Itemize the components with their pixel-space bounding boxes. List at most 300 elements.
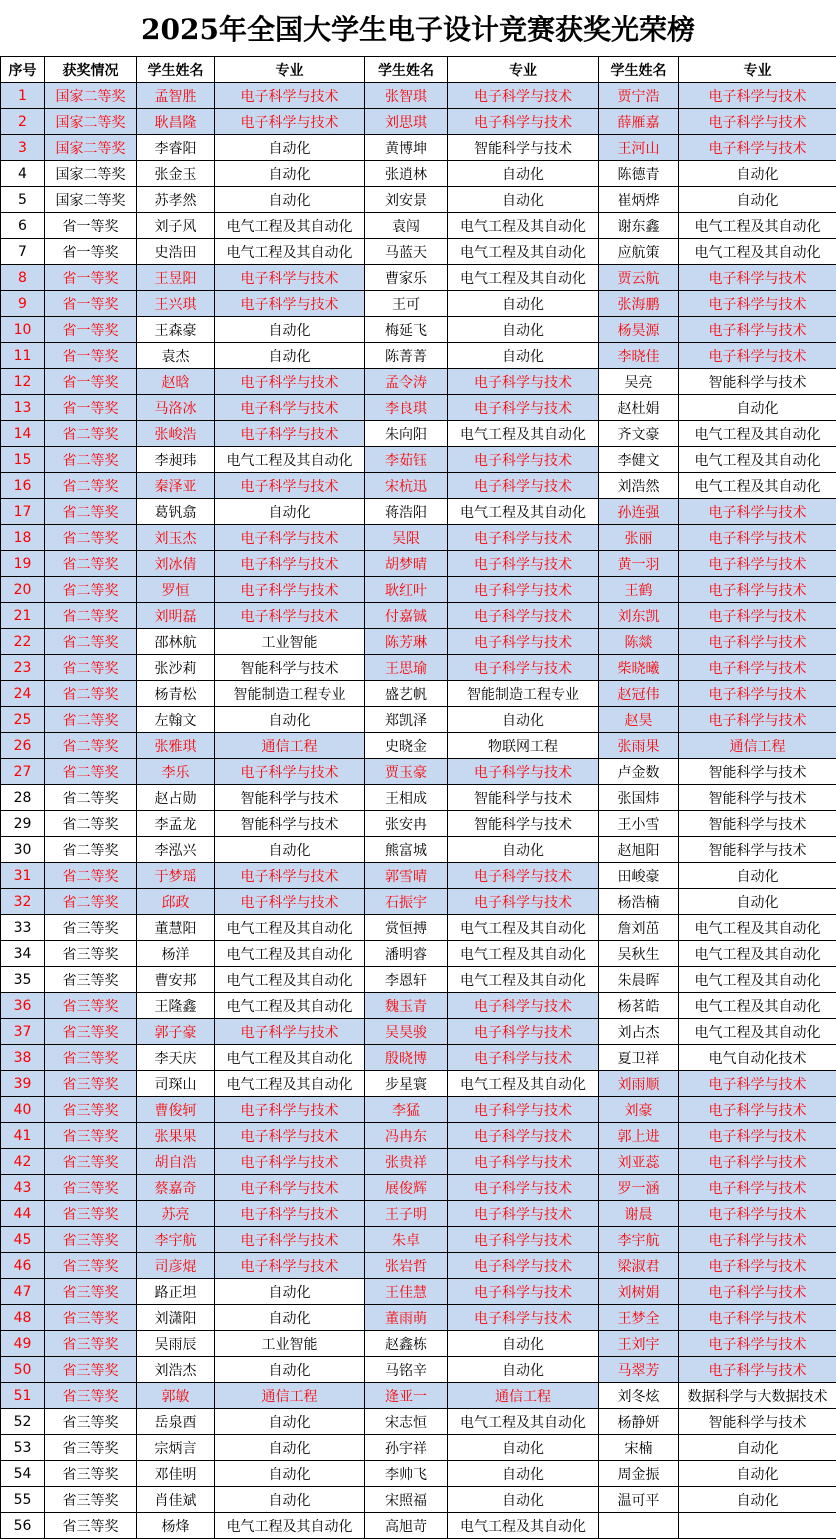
major-cell: 智能科学与技术 <box>215 655 365 681</box>
major-cell: 通信工程 <box>448 1383 599 1409</box>
major-cell: 电气工程及其自动化 <box>215 941 365 967</box>
student-name-cell: 李乐 <box>137 759 215 785</box>
student-name-cell: 马翠芳 <box>599 1357 679 1383</box>
student-name-cell: 刘东凯 <box>599 603 679 629</box>
student-name-cell: 熊富城 <box>365 837 448 863</box>
student-name-cell: 苏孝然 <box>137 187 215 213</box>
index-cell: 19 <box>1 551 45 577</box>
table-row <box>1 135 836 161</box>
student-name-cell: 黄博坤 <box>365 135 448 161</box>
student-name-cell: 刘豪 <box>599 1097 679 1123</box>
major-cell: 电子科学与技术 <box>448 629 599 655</box>
award-cell: 省三等奖 <box>45 1019 137 1045</box>
student-name-cell: 郭子豪 <box>137 1019 215 1045</box>
major-cell: 智能科学与技术 <box>215 811 365 837</box>
index-cell: 20 <box>1 577 45 603</box>
major-cell: 电子科学与技术 <box>679 83 836 109</box>
student-name-cell: 刘浩然 <box>599 473 679 499</box>
award-cell: 国家二等奖 <box>45 135 137 161</box>
major-cell: 电子科学与技术 <box>679 707 836 733</box>
major-cell: 电气工程及其自动化 <box>448 239 599 265</box>
header-student-1: 学生姓名 <box>137 57 215 83</box>
student-name-cell: 路正坦 <box>137 1279 215 1305</box>
award-cell: 省三等奖 <box>45 1357 137 1383</box>
student-name-cell: 赵昊 <box>599 707 679 733</box>
student-name-cell: 梅延飞 <box>365 317 448 343</box>
major-cell: 自动化 <box>679 187 836 213</box>
index-cell: 40 <box>1 1097 45 1123</box>
major-cell: 电子科学与技术 <box>679 1279 836 1305</box>
major-cell: 智能科学与技术 <box>679 837 836 863</box>
major-cell: 自动化 <box>448 707 599 733</box>
major-cell: 电子科学与技术 <box>448 1253 599 1279</box>
major-cell: 电子科学与技术 <box>679 1071 836 1097</box>
student-name-cell: 赏恒搏 <box>365 915 448 941</box>
major-cell: 自动化 <box>215 187 365 213</box>
major-cell: 自动化 <box>215 1461 365 1487</box>
major-cell: 电子科学与技术 <box>679 1331 836 1357</box>
index-cell: 26 <box>1 733 45 759</box>
student-name-cell: 曹安邦 <box>137 967 215 993</box>
major-cell: 电子科学与技术 <box>215 1097 365 1123</box>
student-name-cell: 魏玉青 <box>365 993 448 1019</box>
major-cell: 电子科学与技术 <box>448 83 599 109</box>
major-cell: 电子科学与技术 <box>679 1227 836 1253</box>
index-cell: 49 <box>1 1331 45 1357</box>
major-cell: 电气工程及其自动化 <box>215 447 365 473</box>
major-cell: 电子科学与技术 <box>448 577 599 603</box>
index-cell: 11 <box>1 343 45 369</box>
table-row <box>1 187 836 213</box>
major-cell: 自动化 <box>215 1305 365 1331</box>
student-name-cell: 董雨萌 <box>365 1305 448 1331</box>
student-name-cell: 刘思琪 <box>365 109 448 135</box>
award-cell: 省二等奖 <box>45 499 137 525</box>
major-cell: 电子科学与技术 <box>679 135 836 161</box>
index-cell: 28 <box>1 785 45 811</box>
index-cell: 36 <box>1 993 45 1019</box>
index-cell: 29 <box>1 811 45 837</box>
student-name-cell: 黄一羽 <box>599 551 679 577</box>
student-name-cell: 王可 <box>365 291 448 317</box>
award-cell: 省三等奖 <box>45 1097 137 1123</box>
major-cell: 电子科学与技术 <box>448 759 599 785</box>
award-cell: 省一等奖 <box>45 265 137 291</box>
student-name-cell: 贾玉豪 <box>365 759 448 785</box>
index-cell: 25 <box>1 707 45 733</box>
award-cell: 省三等奖 <box>45 967 137 993</box>
student-name-cell: 刘安景 <box>365 187 448 213</box>
student-name-cell: 李猛 <box>365 1097 448 1123</box>
student-name-cell: 崔炳烨 <box>599 187 679 213</box>
student-name-cell: 谢东鑫 <box>599 213 679 239</box>
student-name-cell: 朱卓 <box>365 1227 448 1253</box>
table-row <box>1 1513 836 1539</box>
table-row <box>1 1045 836 1071</box>
major-cell: 自动化 <box>448 1331 599 1357</box>
major-cell: 自动化 <box>448 837 599 863</box>
award-cell: 省一等奖 <box>45 317 137 343</box>
major-cell: 自动化 <box>679 1435 836 1461</box>
student-name-cell: 刘占杰 <box>599 1019 679 1045</box>
student-name-cell: 曹俊轲 <box>137 1097 215 1123</box>
student-name-cell: 田峻豪 <box>599 863 679 889</box>
table-row <box>1 499 836 525</box>
student-name-cell: 杨浩楠 <box>599 889 679 915</box>
major-cell: 电子科学与技术 <box>215 369 365 395</box>
award-cell: 省三等奖 <box>45 1435 137 1461</box>
major-cell: 自动化 <box>448 1435 599 1461</box>
award-cell: 省二等奖 <box>45 525 137 551</box>
header-student-2: 学生姓名 <box>365 57 448 83</box>
award-cell: 省一等奖 <box>45 213 137 239</box>
index-cell: 10 <box>1 317 45 343</box>
table-row <box>1 369 836 395</box>
student-name-cell: 张贵祥 <box>365 1149 448 1175</box>
table-row <box>1 1149 836 1175</box>
student-name-cell: 李孟龙 <box>137 811 215 837</box>
major-cell: 电子科学与技术 <box>215 525 365 551</box>
student-name-cell: 杨青松 <box>137 681 215 707</box>
major-cell: 电子科学与技术 <box>448 1279 599 1305</box>
student-name-cell: 潘明睿 <box>365 941 448 967</box>
index-cell: 31 <box>1 863 45 889</box>
index-cell: 38 <box>1 1045 45 1071</box>
student-name-cell: 张岩哲 <box>365 1253 448 1279</box>
student-name-cell: 罗恒 <box>137 577 215 603</box>
student-name-cell: 张国炜 <box>599 785 679 811</box>
award-cell: 省二等奖 <box>45 707 137 733</box>
table-row <box>1 395 836 421</box>
student-name-cell: 刘浩杰 <box>137 1357 215 1383</box>
table-row <box>1 1227 836 1253</box>
index-cell: 46 <box>1 1253 45 1279</box>
major-cell: 电子科学与技术 <box>448 603 599 629</box>
major-cell: 电子科学与技术 <box>215 1149 365 1175</box>
major-cell: 智能科学与技术 <box>448 811 599 837</box>
student-name-cell: 李天庆 <box>137 1045 215 1071</box>
award-cell: 省二等奖 <box>45 655 137 681</box>
award-cell: 省二等奖 <box>45 811 137 837</box>
award-cell: 国家二等奖 <box>45 83 137 109</box>
major-cell: 电子科学与技术 <box>448 395 599 421</box>
major-cell: 智能科学与技术 <box>448 785 599 811</box>
major-cell: 电子科学与技术 <box>448 1149 599 1175</box>
index-cell: 16 <box>1 473 45 499</box>
award-cell: 省二等奖 <box>45 681 137 707</box>
award-cell: 省一等奖 <box>45 291 137 317</box>
student-name-cell: 朱晨晖 <box>599 967 679 993</box>
award-table <box>0 56 836 1539</box>
table-row <box>1 603 836 629</box>
student-name-cell: 蔡嘉奇 <box>137 1175 215 1201</box>
major-cell: 电气工程及其自动化 <box>448 1409 599 1435</box>
table-row <box>1 655 836 681</box>
table-row <box>1 1461 836 1487</box>
table-row <box>1 1097 836 1123</box>
index-cell: 42 <box>1 1149 45 1175</box>
table-row <box>1 1253 836 1279</box>
student-name-cell: 刘树娟 <box>599 1279 679 1305</box>
student-name-cell: 李晓佳 <box>599 343 679 369</box>
student-name-cell: 李茹钰 <box>365 447 448 473</box>
major-cell: 电子科学与技术 <box>215 1253 365 1279</box>
major-cell: 自动化 <box>215 1357 365 1383</box>
student-name-cell <box>599 1513 679 1539</box>
student-name-cell: 吴昊骏 <box>365 1019 448 1045</box>
student-name-cell: 史浩田 <box>137 239 215 265</box>
major-cell: 自动化 <box>448 161 599 187</box>
major-cell: 智能科学与技术 <box>679 759 836 785</box>
student-name-cell: 展俊辉 <box>365 1175 448 1201</box>
index-cell: 1 <box>1 83 45 109</box>
header-major-3: 专业 <box>679 57 836 83</box>
major-cell: 电子科学与技术 <box>679 603 836 629</box>
index-cell: 22 <box>1 629 45 655</box>
student-name-cell: 赵鑫栋 <box>365 1331 448 1357</box>
major-cell: 电子科学与技术 <box>215 551 365 577</box>
table-row <box>1 577 836 603</box>
index-cell: 14 <box>1 421 45 447</box>
award-cell: 省二等奖 <box>45 733 137 759</box>
student-name-cell: 张安冉 <box>365 811 448 837</box>
table-row <box>1 291 836 317</box>
table-row <box>1 681 836 707</box>
major-cell <box>679 1513 836 1539</box>
major-cell: 电子科学与技术 <box>215 473 365 499</box>
header-index: 序号 <box>1 57 45 83</box>
table-row <box>1 1409 836 1435</box>
header-major-2: 专业 <box>448 57 599 83</box>
major-cell: 电子科学与技术 <box>679 577 836 603</box>
major-cell: 智能科学与技术 <box>679 369 836 395</box>
student-name-cell: 孙宇祥 <box>365 1435 448 1461</box>
student-name-cell: 李昶玮 <box>137 447 215 473</box>
major-cell: 电子科学与技术 <box>215 603 365 629</box>
student-name-cell: 齐文豪 <box>599 421 679 447</box>
table-row <box>1 1331 836 1357</box>
student-name-cell: 逄亚一 <box>365 1383 448 1409</box>
major-cell: 电子科学与技术 <box>215 109 365 135</box>
student-name-cell: 李健文 <box>599 447 679 473</box>
award-cell: 省三等奖 <box>45 1383 137 1409</box>
table-row <box>1 629 836 655</box>
student-name-cell: 薛雁嘉 <box>599 109 679 135</box>
major-cell: 电子科学与技术 <box>215 265 365 291</box>
student-name-cell: 李良琪 <box>365 395 448 421</box>
student-name-cell: 张雅琪 <box>137 733 215 759</box>
table-row <box>1 447 836 473</box>
index-cell: 2 <box>1 109 45 135</box>
student-name-cell: 赵冠伟 <box>599 681 679 707</box>
major-cell: 电子科学与技术 <box>215 1175 365 1201</box>
index-cell: 41 <box>1 1123 45 1149</box>
table-row <box>1 343 836 369</box>
index-cell: 51 <box>1 1383 45 1409</box>
student-name-cell: 王相成 <box>365 785 448 811</box>
index-cell: 3 <box>1 135 45 161</box>
major-cell: 电气工程及其自动化 <box>448 941 599 967</box>
major-cell: 自动化 <box>679 1487 836 1513</box>
student-name-cell: 郑凯泽 <box>365 707 448 733</box>
major-cell: 电子科学与技术 <box>215 1201 365 1227</box>
major-cell: 电气工程及其自动化 <box>679 993 836 1019</box>
student-name-cell: 张雨果 <box>599 733 679 759</box>
award-cell: 省二等奖 <box>45 837 137 863</box>
index-cell: 17 <box>1 499 45 525</box>
student-name-cell: 邓佳明 <box>137 1461 215 1487</box>
student-name-cell: 陈芳琳 <box>365 629 448 655</box>
table-row <box>1 1201 836 1227</box>
major-cell: 电子科学与技术 <box>215 395 365 421</box>
table-row <box>1 421 836 447</box>
major-cell: 电气工程及其自动化 <box>679 473 836 499</box>
student-name-cell: 宋楠 <box>599 1435 679 1461</box>
student-name-cell: 耿昌隆 <box>137 109 215 135</box>
major-cell: 电子科学与技术 <box>448 655 599 681</box>
award-cell: 省三等奖 <box>45 1227 137 1253</box>
student-name-cell: 张逍林 <box>365 161 448 187</box>
table-row <box>1 1357 836 1383</box>
index-cell: 48 <box>1 1305 45 1331</box>
award-cell: 省三等奖 <box>45 1409 137 1435</box>
major-cell: 电子科学与技术 <box>448 1305 599 1331</box>
student-name-cell: 杨静妍 <box>599 1409 679 1435</box>
major-cell: 自动化 <box>679 863 836 889</box>
student-name-cell: 秦泽亚 <box>137 473 215 499</box>
student-name-cell: 耿红叶 <box>365 577 448 603</box>
student-name-cell: 岳泉酉 <box>137 1409 215 1435</box>
student-name-cell: 刘冰倩 <box>137 551 215 577</box>
major-cell: 智能科学与技术 <box>448 135 599 161</box>
major-cell: 电气工程及其自动化 <box>679 239 836 265</box>
award-cell: 省二等奖 <box>45 603 137 629</box>
major-cell: 自动化 <box>215 343 365 369</box>
award-cell: 省三等奖 <box>45 941 137 967</box>
major-cell: 电子科学与技术 <box>448 525 599 551</box>
major-cell: 电气工程及其自动化 <box>679 213 836 239</box>
table-row <box>1 1123 836 1149</box>
major-cell: 电子科学与技术 <box>679 291 836 317</box>
student-name-cell: 史晓金 <box>365 733 448 759</box>
index-cell: 35 <box>1 967 45 993</box>
index-cell: 43 <box>1 1175 45 1201</box>
major-cell: 电气工程及其自动化 <box>448 915 599 941</box>
table-body <box>1 83 836 1539</box>
major-cell: 自动化 <box>215 707 365 733</box>
award-cell: 省三等奖 <box>45 1279 137 1305</box>
major-cell: 电子科学与技术 <box>679 1149 836 1175</box>
major-cell: 电气工程及其自动化 <box>448 1071 599 1097</box>
major-cell: 电子科学与技术 <box>679 655 836 681</box>
student-name-cell: 吴秋生 <box>599 941 679 967</box>
student-name-cell: 葛钒翕 <box>137 499 215 525</box>
major-cell: 电子科学与技术 <box>448 1227 599 1253</box>
student-name-cell: 张果果 <box>137 1123 215 1149</box>
index-cell: 12 <box>1 369 45 395</box>
header-major-1: 专业 <box>215 57 365 83</box>
header-row <box>1 57 836 83</box>
student-name-cell: 张峻浩 <box>137 421 215 447</box>
index-cell: 15 <box>1 447 45 473</box>
table-row <box>1 1019 836 1045</box>
index-cell: 21 <box>1 603 45 629</box>
major-cell: 智能制造工程专业 <box>448 681 599 707</box>
major-cell: 电子科学与技术 <box>448 889 599 915</box>
award-cell: 省三等奖 <box>45 1461 137 1487</box>
student-name-cell: 王鹤 <box>599 577 679 603</box>
major-cell: 电子科学与技术 <box>215 421 365 447</box>
major-cell: 电子科学与技术 <box>215 83 365 109</box>
award-cell: 省二等奖 <box>45 863 137 889</box>
table-row <box>1 785 836 811</box>
student-name-cell: 赵占勋 <box>137 785 215 811</box>
student-name-cell: 李恩轩 <box>365 967 448 993</box>
major-cell: 电子科学与技术 <box>679 1253 836 1279</box>
index-cell: 33 <box>1 915 45 941</box>
index-cell: 54 <box>1 1461 45 1487</box>
student-name-cell: 刘冬炫 <box>599 1383 679 1409</box>
table-row <box>1 707 836 733</box>
page-title: 2025年全国大学生电子设计竞赛获奖光荣榜 <box>0 0 836 56</box>
student-name-cell: 杨洋 <box>137 941 215 967</box>
award-cell: 省三等奖 <box>45 1175 137 1201</box>
table-row <box>1 1487 836 1513</box>
table-row <box>1 1383 836 1409</box>
award-cell: 省三等奖 <box>45 1305 137 1331</box>
index-cell: 47 <box>1 1279 45 1305</box>
index-cell: 23 <box>1 655 45 681</box>
major-cell: 电子科学与技术 <box>215 863 365 889</box>
student-name-cell: 梁淑君 <box>599 1253 679 1279</box>
student-name-cell: 刘雨顺 <box>599 1071 679 1097</box>
student-name-cell: 张丽 <box>599 525 679 551</box>
award-cell: 省二等奖 <box>45 421 137 447</box>
major-cell: 电子科学与技术 <box>215 1019 365 1045</box>
student-name-cell: 应航策 <box>599 239 679 265</box>
award-cell: 省一等奖 <box>45 369 137 395</box>
student-name-cell: 李睿阳 <box>137 135 215 161</box>
major-cell: 通信工程 <box>679 733 836 759</box>
student-name-cell: 王佳慧 <box>365 1279 448 1305</box>
table-row <box>1 759 836 785</box>
major-cell: 自动化 <box>448 1461 599 1487</box>
student-name-cell: 蒋浩阳 <box>365 499 448 525</box>
student-name-cell: 孟令涛 <box>365 369 448 395</box>
student-name-cell: 卢金数 <box>599 759 679 785</box>
student-name-cell: 宗炳言 <box>137 1435 215 1461</box>
student-name-cell: 刘亚蕊 <box>599 1149 679 1175</box>
major-cell: 自动化 <box>215 837 365 863</box>
student-name-cell: 宋志恒 <box>365 1409 448 1435</box>
major-cell: 电气工程及其自动化 <box>448 265 599 291</box>
table-row <box>1 967 836 993</box>
major-cell: 电气工程及其自动化 <box>679 421 836 447</box>
major-cell: 自动化 <box>215 1487 365 1513</box>
major-cell: 自动化 <box>215 1409 365 1435</box>
major-cell: 电子科学与技术 <box>448 863 599 889</box>
student-name-cell: 罗一涵 <box>599 1175 679 1201</box>
student-name-cell: 袁杰 <box>137 343 215 369</box>
index-cell: 44 <box>1 1201 45 1227</box>
major-cell: 自动化 <box>215 317 365 343</box>
major-cell: 智能科学与技术 <box>215 785 365 811</box>
major-cell: 电气工程及其自动化 <box>679 447 836 473</box>
major-cell: 自动化 <box>448 343 599 369</box>
student-name-cell: 周金振 <box>599 1461 679 1487</box>
table-row <box>1 239 836 265</box>
student-name-cell: 吴限 <box>365 525 448 551</box>
